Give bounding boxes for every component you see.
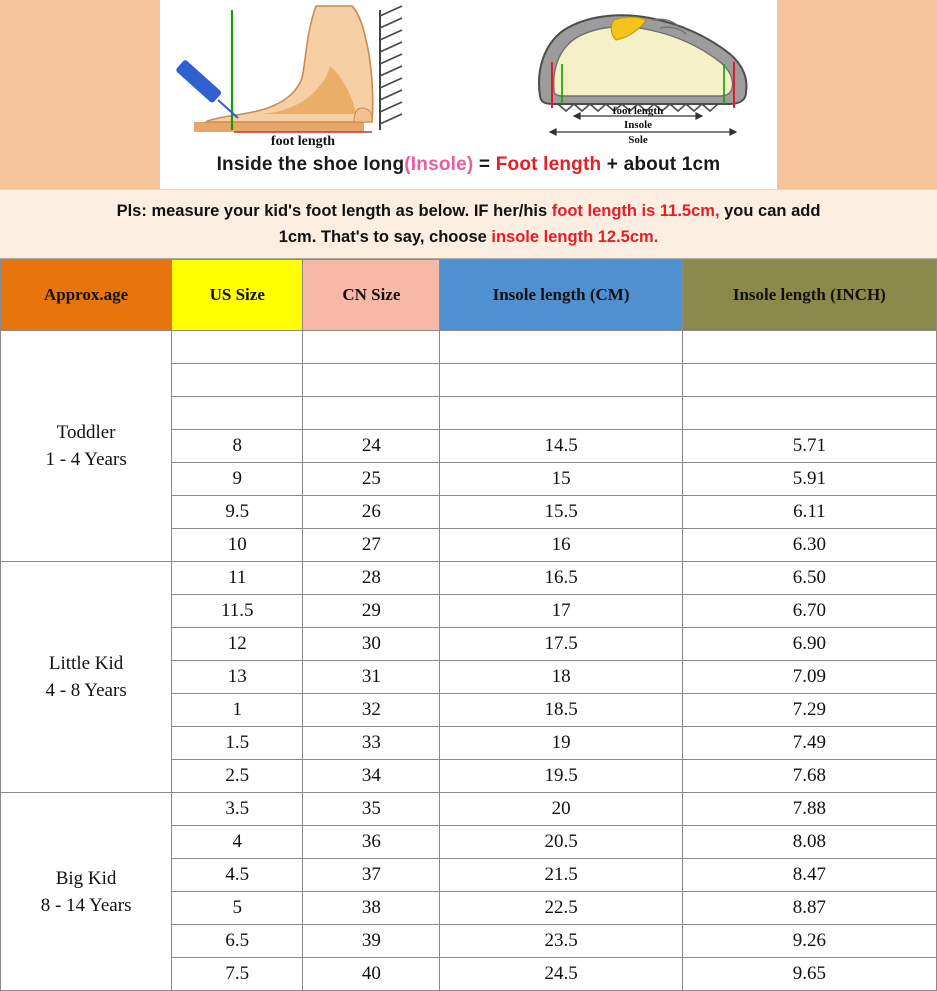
cell-cm-empty <box>440 331 682 364</box>
cell-insole-inch: 7.88 <box>682 793 936 826</box>
caption-part1: Inside the shoe long <box>216 154 405 175</box>
cell-insole-inch: 6.11 <box>682 496 936 529</box>
cell-cn-size: 37 <box>303 859 440 892</box>
cell-us-size: 3.5 <box>172 793 303 826</box>
cell-cn-size: 38 <box>303 892 440 925</box>
cell-insole-inch: 7.29 <box>682 694 936 727</box>
cell-us-size: 8 <box>172 430 303 463</box>
diagram-banner-white-area <box>160 0 777 189</box>
header-insole-cm: Insole length (CM) <box>440 260 682 331</box>
header-insole-inch: Insole length (INCH) <box>682 260 936 331</box>
cell-insole-cm: 20.5 <box>440 826 682 859</box>
age-group-name: Big Kid <box>55 867 117 889</box>
cell-cm-empty <box>440 397 682 430</box>
table-row <box>1 562 937 595</box>
cell-inch-empty <box>682 364 936 397</box>
table-body <box>1 331 937 991</box>
cell-insole-cm: 14.5 <box>440 430 682 463</box>
age-group-cell <box>1 793 172 991</box>
cell-insole-cm: 19.5 <box>440 760 682 793</box>
cell-cn-size: 30 <box>303 628 440 661</box>
cell-cn-size: 36 <box>303 826 440 859</box>
cell-insole-cm: 18 <box>440 661 682 694</box>
cell-us-size: 9 <box>172 463 303 496</box>
cell-us-size: 11.5 <box>172 595 303 628</box>
note-line2-highlight: insole length 12.5cm. <box>491 228 659 246</box>
diagram-banner <box>0 0 937 189</box>
cell-insole-inch: 9.65 <box>682 958 936 991</box>
cell-insole-cm: 18.5 <box>440 694 682 727</box>
diagram-row <box>160 0 777 152</box>
cell-cm-empty <box>440 364 682 397</box>
age-group-range: 8 - 14 Years <box>40 894 132 916</box>
shoe-cross-section-diagram <box>510 4 772 148</box>
cell-cn-size: 28 <box>303 562 440 595</box>
cell-cn-empty <box>303 364 440 397</box>
insole-label: Insole <box>623 119 653 131</box>
size-chart-table <box>0 259 937 991</box>
foot-side-view-measuring-diagram <box>166 4 452 148</box>
cell-us-size: 4 <box>172 826 303 859</box>
note-line1-a: Pls: measure your kid's foot length as below. IF her/his <box>116 202 552 220</box>
cell-insole-inch: 6.70 <box>682 595 936 628</box>
cell-insole-inch: 5.91 <box>682 463 936 496</box>
cell-cn-size: 26 <box>303 496 440 529</box>
cell-insole-inch: 6.30 <box>682 529 936 562</box>
table-header-row <box>1 260 937 331</box>
cell-cn-size: 40 <box>303 958 440 991</box>
cell-cn-size: 25 <box>303 463 440 496</box>
cell-insole-inch: 5.71 <box>682 430 936 463</box>
cell-insole-inch: 8.47 <box>682 859 936 892</box>
cell-insole-inch: 8.08 <box>682 826 936 859</box>
age-group-name: Little Kid <box>48 653 124 674</box>
cell-cn-size: 32 <box>303 694 440 727</box>
cell-insole-cm: 17 <box>440 595 682 628</box>
header-cn-size: CN Size <box>303 260 440 331</box>
cell-insole-cm: 15.5 <box>440 496 682 529</box>
cell-insole-cm: 24.5 <box>440 958 682 991</box>
cell-us-size: 11 <box>172 562 303 595</box>
header-approx-age: Approx.age <box>1 260 172 331</box>
cell-cn-size: 33 <box>303 727 440 760</box>
cell-inch-empty <box>682 397 936 430</box>
cell-us-size: 7.5 <box>172 958 303 991</box>
foot-length-label-left: foot length <box>270 134 336 148</box>
cell-inch-empty <box>682 331 936 364</box>
cell-insole-inch: 6.90 <box>682 628 936 661</box>
cell-us-size: 4.5 <box>172 859 303 892</box>
cell-insole-inch: 6.50 <box>682 562 936 595</box>
cell-cn-size: 24 <box>303 430 440 463</box>
cell-insole-cm: 16 <box>440 529 682 562</box>
cell-us-size: 13 <box>172 661 303 694</box>
age-group-cell <box>1 562 172 793</box>
caption-equals: = <box>473 154 496 175</box>
cell-insole-cm: 22.5 <box>440 892 682 925</box>
measurement-note <box>0 189 937 259</box>
cell-insole-cm: 21.5 <box>440 859 682 892</box>
age-group-name: Toddler <box>56 422 116 443</box>
cell-insole-cm: 16.5 <box>440 562 682 595</box>
cell-insole-inch: 9.26 <box>682 925 936 958</box>
cell-us-size: 2.5 <box>172 760 303 793</box>
caption-plus: + about 1cm <box>601 154 721 175</box>
cell-cn-size: 29 <box>303 595 440 628</box>
table-row <box>1 331 937 364</box>
banner-caption <box>160 152 777 178</box>
note-line2-a: 1cm. That's to say, choose <box>278 228 492 246</box>
cell-insole-inch: 8.87 <box>682 892 936 925</box>
cell-insole-cm: 20 <box>440 793 682 826</box>
cell-us-empty <box>172 397 303 430</box>
cell-cn-size: 39 <box>303 925 440 958</box>
cell-insole-inch: 7.49 <box>682 727 936 760</box>
cell-us-size: 5 <box>172 892 303 925</box>
cell-cn-size: 31 <box>303 661 440 694</box>
foot-length-label-right: foot length <box>612 105 664 117</box>
cell-insole-cm: 23.5 <box>440 925 682 958</box>
cell-cn-size: 34 <box>303 760 440 793</box>
cell-cn-empty <box>303 397 440 430</box>
cell-insole-cm: 15 <box>440 463 682 496</box>
age-group-cell <box>1 331 172 562</box>
cell-us-size: 1.5 <box>172 727 303 760</box>
cell-us-size: 6.5 <box>172 925 303 958</box>
header-us-size: US Size <box>172 260 303 331</box>
caption-foot-length: Foot length <box>495 154 602 175</box>
sole-label: Sole <box>628 134 648 146</box>
cell-us-empty <box>172 331 303 364</box>
cell-insole-cm: 17.5 <box>440 628 682 661</box>
caption-insole: (Insole) <box>404 154 474 175</box>
note-line1-c: you can add <box>719 202 821 220</box>
cell-us-empty <box>172 364 303 397</box>
cell-us-size: 1 <box>172 694 303 727</box>
cell-cn-size: 35 <box>303 793 440 826</box>
cell-insole-cm: 19 <box>440 727 682 760</box>
table-row <box>1 793 937 826</box>
cell-cn-empty <box>303 331 440 364</box>
cell-us-size: 9.5 <box>172 496 303 529</box>
note-line1-highlight: foot length is 11.5cm, <box>551 202 720 220</box>
measurement-note-text <box>117 198 821 250</box>
age-group-range: 1 - 4 Years <box>45 449 127 470</box>
cell-cn-size: 27 <box>303 529 440 562</box>
cell-us-size: 10 <box>172 529 303 562</box>
age-group-range: 4 - 8 Years <box>45 680 127 701</box>
cell-insole-inch: 7.68 <box>682 760 936 793</box>
cell-insole-inch: 7.09 <box>682 661 936 694</box>
cell-us-size: 12 <box>172 628 303 661</box>
